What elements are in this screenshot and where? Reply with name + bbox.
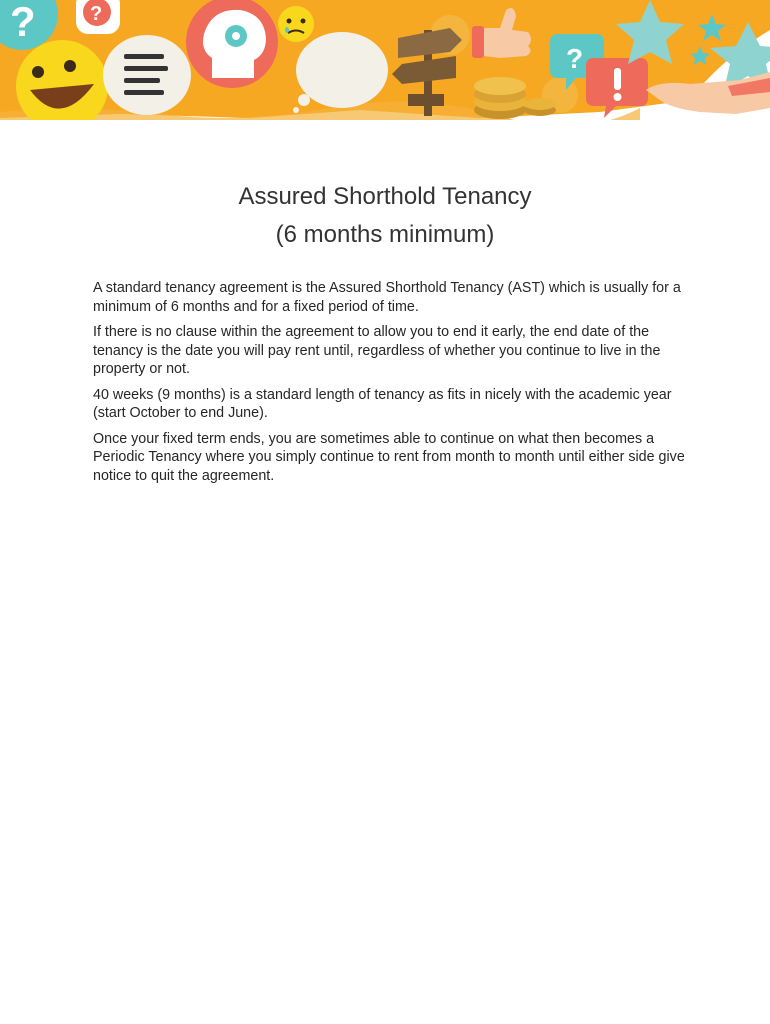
header-banner: [0, 0, 770, 120]
svg-text:?: ?: [90, 3, 103, 25]
title-line-1: Assured Shorthold Tenancy: [238, 183, 532, 210]
head-gear-icon: [186, 0, 278, 88]
text-speech-bubble-icon: [103, 35, 191, 115]
paragraph-standard-length: 40 weeks (9 months) is a standard length of tenancy as fits in nicely with the academic year (start October to end June).: [93, 386, 672, 421]
worried-emoji-icon: [278, 6, 314, 42]
question-badge-icon: [76, 0, 120, 34]
svg-text:?: ?: [566, 43, 584, 74]
document-title: [0, 178, 770, 254]
title-line-2: (6 months minimum): [275, 221, 495, 248]
document-body: [93, 279, 693, 492]
paragraph-end-date: If there is no clause within the agreement to allow you to end it early, the end date of the tenancy is the date you will pay rent until, regardless of whether you continue to live in the property or not.: [93, 324, 661, 377]
banner-illustration: [0, 0, 770, 120]
paragraph-ast-definition: A standard tenancy agreement is the Assured Shorthold Tenancy (AST) which is usually for a minimum of 6 months and for a fixed period of time.: [93, 280, 681, 315]
paragraph-periodic-tenancy: Once your fixed term ends, you are sometimes able to continue on what then becomes a Periodic Tenancy where you simply continue to rent from month to month until either side give notice to quit the agreement.: [93, 430, 685, 484]
svg-text:?: ?: [10, 0, 36, 45]
